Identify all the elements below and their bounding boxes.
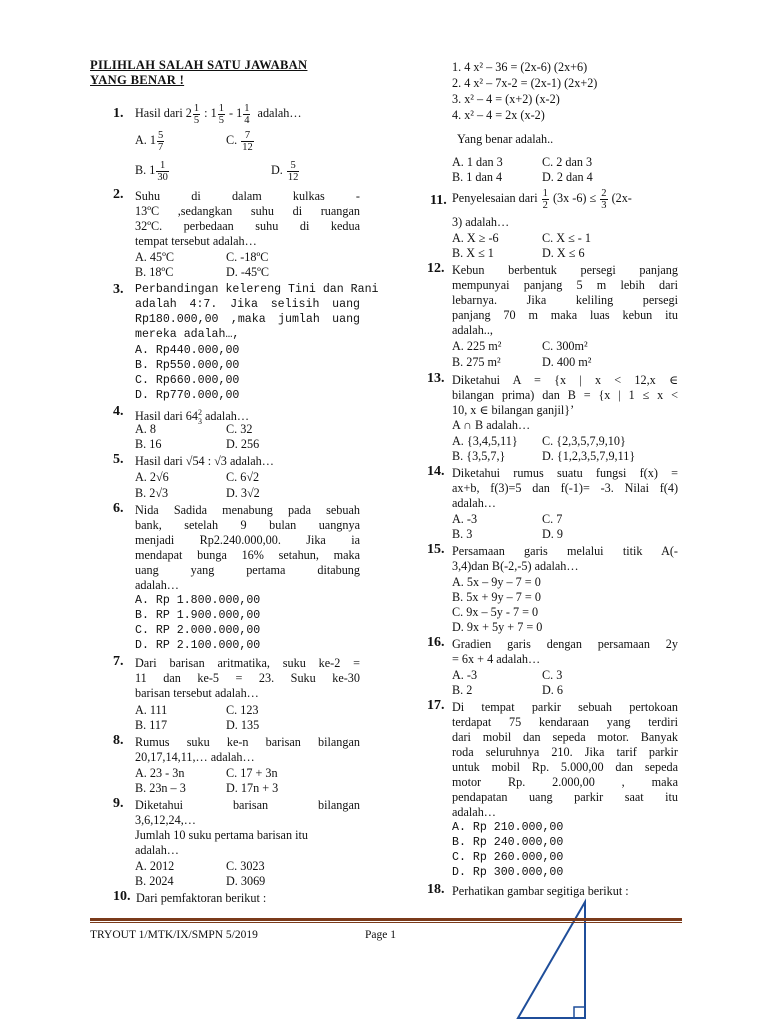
q4-option-b[interactable]: B. 16: [135, 437, 162, 451]
q2-option-c[interactable]: C. -18ºC: [226, 250, 269, 264]
q2-option-d[interactable]: D. -45ºC: [226, 265, 270, 279]
q13-line: Diketahui A = {x | x < 12,x ∈: [452, 373, 678, 387]
q17-line: terdapat 75 kendaraan yang terdiri: [452, 715, 678, 729]
q3-line: Rp180.000,00 ,maka jumlah uang: [135, 313, 360, 326]
q15-option-a[interactable]: A. 5x – 9y – 7 = 0: [452, 575, 541, 589]
q5-number: 5.: [113, 452, 124, 467]
q8-number: 8.: [113, 733, 124, 748]
q15-number: 15.: [427, 542, 445, 557]
q4-option-a[interactable]: A. 8: [135, 422, 156, 436]
footer-rule: [90, 918, 682, 921]
q3-option-b[interactable]: B. Rp550.000,00: [135, 359, 240, 372]
q6-line: Nida Sadida menabung pada sebuah: [135, 503, 360, 517]
q9-line: Diketahui barisan bilangan: [135, 798, 360, 812]
q12-line: Kebun berbentuk persegi panjang: [452, 263, 678, 277]
q14-option-d[interactable]: D. 9: [542, 527, 563, 541]
q17-option-a[interactable]: A. Rp 210.000,00: [452, 821, 564, 834]
q16-option-d[interactable]: D. 6: [542, 683, 563, 697]
q13-option-c[interactable]: C. {2,3,5,7,9,10}: [542, 434, 626, 448]
q7-option-c[interactable]: C. 123: [226, 703, 259, 717]
triangle-figure: [510, 896, 610, 1024]
q16-number: 16.: [427, 635, 445, 650]
q2-line: tempat tersebut adalah…: [135, 234, 257, 248]
heading-line-2: YANG BENAR !: [90, 73, 185, 87]
q14-option-c[interactable]: C. 7: [542, 512, 563, 526]
q2-option-a[interactable]: A. 45ºC: [135, 250, 174, 264]
q2-line: 13ºC ,sedangkan suhu di ruangan: [135, 204, 360, 218]
q9-option-b[interactable]: B. 2024: [135, 874, 174, 888]
q2-option-b[interactable]: B. 18ºC: [135, 265, 174, 279]
q13-line: A ∩ B adalah…: [452, 418, 531, 432]
q6-option-b[interactable]: B. RP 1.900.000,00: [135, 609, 261, 622]
q13-option-a[interactable]: A. {3,4,5,11}: [452, 434, 518, 448]
q10-stem: Dari pemfaktoran berikut :: [136, 891, 267, 905]
q17-line: adalah…: [452, 805, 496, 819]
q3-line: Perbandingan kelereng Tini dan Rani: [135, 283, 379, 296]
q15-line: Persamaan garis melalui titik A(-: [452, 544, 678, 558]
q5-option-d[interactable]: D. 3√2: [226, 486, 260, 500]
q1-number: 1.: [113, 106, 124, 121]
q1-stem-text: Hasil dari: [135, 106, 183, 120]
q1-option-c[interactable]: C. $\frac{7}{12}$: [226, 129, 253, 153]
q9-line: Jumlah 10 suku pertama barisan itu: [135, 828, 308, 842]
q3-line: mereka adalah…,: [135, 328, 240, 341]
q9-line: 3,6,12,24,…: [135, 813, 196, 827]
q11-option-a[interactable]: A. X ≥ -6: [452, 231, 499, 245]
q10-option-b[interactable]: B. 1 dan 4: [452, 170, 503, 184]
q18-stem: Perhatikan gambar segitiga berikut :: [452, 884, 629, 898]
q2-number: 2.: [113, 187, 124, 202]
q8-option-c[interactable]: C. 17 + 3n: [226, 766, 278, 780]
q16-line: = 6x + 4 adalah…: [452, 652, 541, 666]
q17-line: untuk mobil Rp. 5.000,00 dan sepeda: [452, 760, 678, 774]
q11-stem: Penyelesaian dari $\frac{1}{2}$ (3x -6) ≤ $\frac{2}{3}$ (2x-: [452, 187, 632, 211]
q5-stem: Hasil dari √54 : √3 adalah…: [135, 454, 274, 468]
q11-option-c[interactable]: C. X ≤ - 1: [542, 231, 592, 245]
q6-option-a[interactable]: A. Rp 1.800.000,00: [135, 594, 261, 607]
q13-line: bilangan prima) dan B = {x | 1 ≤ x <: [452, 388, 678, 402]
q7-option-a[interactable]: A. 111: [135, 703, 168, 717]
q7-option-b[interactable]: B. 117: [135, 718, 168, 732]
q10-option-c[interactable]: C. 2 dan 3: [542, 155, 593, 169]
q3-option-a[interactable]: A. Rp440.000,00: [135, 344, 240, 357]
q12-line: lebarnya. Jika keliling persegi: [452, 293, 678, 307]
q12-number: 12.: [427, 261, 445, 276]
q8-option-d[interactable]: D. 17n + 3: [226, 781, 279, 795]
q9-option-a[interactable]: A. 2012: [135, 859, 175, 873]
q10-item: 3. x² – 4 = (x+2) (x-2): [452, 92, 560, 106]
q13-option-d[interactable]: D. {1,2,3,5,7,9,11}: [542, 449, 636, 463]
q12-line: adalah..,: [452, 323, 493, 337]
q17-line: Di tempat parkir sebuah pertokoan: [452, 700, 678, 714]
q6-line: menjadi Rp2.240.000,00. Jika ia: [135, 533, 360, 547]
q17-number: 17.: [427, 698, 445, 713]
q17-line: pendapatan uang parkir saat itu: [452, 790, 678, 804]
q7-line: 11 dan ke-5 = 23. Suku ke-30: [135, 671, 360, 685]
q11-line: 3) adalah…: [452, 215, 510, 229]
q17-option-d[interactable]: D. Rp 300.000,00: [452, 866, 564, 879]
q4-option-d[interactable]: D. 256: [226, 437, 260, 451]
q1-option-a[interactable]: A. 1 $\frac{5}{7}$: [135, 129, 164, 153]
q6-line: adalah…: [135, 578, 179, 592]
q7-number: 7.: [113, 654, 124, 669]
q5-option-b[interactable]: B. 2√3: [135, 486, 169, 500]
q17-line: dari mobil dan sepeda motor. Banyak: [452, 730, 678, 744]
q3-option-c[interactable]: C. Rp660.000,00: [135, 374, 240, 387]
q1-option-b[interactable]: B. 1 $\frac{1}{30}$: [135, 159, 168, 183]
q9-option-c[interactable]: C. 3023: [226, 859, 265, 873]
q17-line: roda seluruhnya 210. Jika tarif parkir: [452, 745, 678, 759]
q16-option-b[interactable]: B. 2: [452, 683, 473, 697]
q4-option-c[interactable]: C. 32: [226, 422, 253, 436]
q10-number: 10.: [113, 889, 131, 904]
q10-item: 2. 4 x² – 7x-2 = (2x-1) (2x+2): [452, 76, 598, 90]
q4-number: 4.: [113, 404, 124, 419]
q3-number: 3.: [113, 282, 124, 297]
q5-option-a[interactable]: A. 2√6: [135, 470, 169, 484]
q17-option-b[interactable]: B. Rp 240.000,00: [452, 836, 564, 849]
q6-option-d[interactable]: D. RP 2.100.000,00: [135, 639, 261, 652]
q14-number: 14.: [427, 464, 445, 479]
q4-stem: Hasil dari $64^2_3$ adalah…: [135, 408, 250, 426]
q6-option-c[interactable]: C. RP 2.000.000,00: [135, 624, 261, 637]
q2-line: 32ºC. perbedaan suhu di kedua: [135, 219, 360, 233]
q1-option-d[interactable]: D. $\frac{5}{12}$: [271, 159, 299, 183]
q3-line: adalah 4:7. Jika selisih uang: [135, 298, 360, 311]
q15-option-c[interactable]: C. 9x – 5y - 7 = 0: [452, 605, 539, 619]
q12-line: panjang 70 m maka luas kebun itu: [452, 308, 678, 322]
q1-stem-tail: adalah…: [257, 106, 302, 120]
q14-option-b[interactable]: B. 3: [452, 527, 473, 541]
q13-number: 13.: [427, 371, 445, 386]
q12-option-a[interactable]: A. 225 m²: [452, 339, 502, 353]
q8-line: 20,17,14,11,… adalah…: [135, 750, 255, 764]
q9-number: 9.: [113, 796, 124, 811]
q10-question: Yang benar adalah..: [457, 132, 554, 146]
q7-line: barisan tersebut adalah…: [135, 686, 259, 700]
q13-option-b[interactable]: B. {3,5,7,}: [452, 449, 506, 463]
q8-line: Rumus suku ke-n barisan bilangan: [135, 735, 360, 749]
q14-line: adalah…: [452, 496, 496, 510]
q7-line: Dari barisan aritmatika, suku ke-2 =: [135, 656, 360, 670]
footer-rule-thin: [90, 922, 682, 923]
q10-option-a[interactable]: A. 1 dan 3: [452, 155, 503, 169]
q17-line: motor Rp. 2.000,00 , maka: [452, 775, 678, 789]
q8-option-a[interactable]: A. 23 - 3n: [135, 766, 185, 780]
q13-line: 10, x ∈ bilangan ganjil}’: [452, 403, 575, 417]
q15-option-b[interactable]: B. 5x + 9y – 7 = 0: [452, 590, 541, 604]
q12-option-d[interactable]: D. 400 m²: [542, 355, 592, 369]
q8-option-b[interactable]: B. 23n – 3: [135, 781, 186, 795]
q16-line: Gradien garis dengan persamaan 2y: [452, 637, 678, 651]
page-number: Page 1: [365, 929, 396, 941]
q15-option-d[interactable]: D. 9x + 5y + 7 = 0: [452, 620, 543, 634]
q10-option-d[interactable]: D. 2 dan 4: [542, 170, 593, 184]
q14-line: Diketahui rumus suatu fungsi f(x) =: [452, 466, 678, 480]
q10-item: 4. x² – 4 = 2x (x-2): [452, 108, 545, 122]
q6-line: bank, setelah 9 bulan uangnya: [135, 518, 360, 532]
q6-line: uang yang pertama ditabung: [135, 563, 360, 577]
q17-option-c[interactable]: C. Rp 260.000,00: [452, 851, 564, 864]
q11-option-d[interactable]: D. X ≤ 6: [542, 246, 585, 260]
q11-option-b[interactable]: B. X ≤ 1: [452, 246, 494, 260]
q16-option-a[interactable]: A. -3: [452, 668, 478, 682]
q9-option-d[interactable]: D. 3069: [226, 874, 266, 888]
q11-number: 11.: [430, 193, 447, 208]
footer-label: TRYOUT 1/MTK/IX/SMPN 5/2019: [90, 929, 258, 941]
q14-option-a[interactable]: A. -3: [452, 512, 478, 526]
q12-line: mempunyai panjang 5 m lebih dari: [452, 278, 678, 292]
heading-line-1: PILIHLAH SALAH SATU JAWABAN: [90, 58, 308, 72]
q9-line: adalah…: [135, 843, 179, 857]
q18-number: 18.: [427, 882, 445, 897]
q2-line: Suhu di dalam kulkas -: [135, 189, 360, 203]
q7-option-d[interactable]: D. 135: [226, 718, 260, 732]
q12-option-c[interactable]: C. 300m²: [542, 339, 588, 353]
q5-option-c[interactable]: C. 6√2: [226, 470, 260, 484]
q1-stem: Hasil dari 2 $\frac{1}{5}$ : 1 $\frac{1}{5}$ - 1 $\frac{1}{4}$ adalah…: [135, 102, 302, 126]
q15-line: 3,4)dan B(-2,-5) adalah…: [452, 559, 579, 573]
q6-number: 6.: [113, 501, 124, 516]
q10-item: 1. 4 x² – 36 = (2x-6) (2x+6): [452, 60, 588, 74]
q6-line: mendapat bunga 16% setahun, maka: [135, 548, 360, 562]
q14-line: ax+b, f(3)=5 dan f(-1)= -3. Nilai f(4): [452, 481, 678, 495]
q16-option-c[interactable]: C. 3: [542, 668, 563, 682]
q12-option-b[interactable]: B. 275 m²: [452, 355, 501, 369]
q3-option-d[interactable]: D. Rp770.000,00: [135, 389, 240, 402]
